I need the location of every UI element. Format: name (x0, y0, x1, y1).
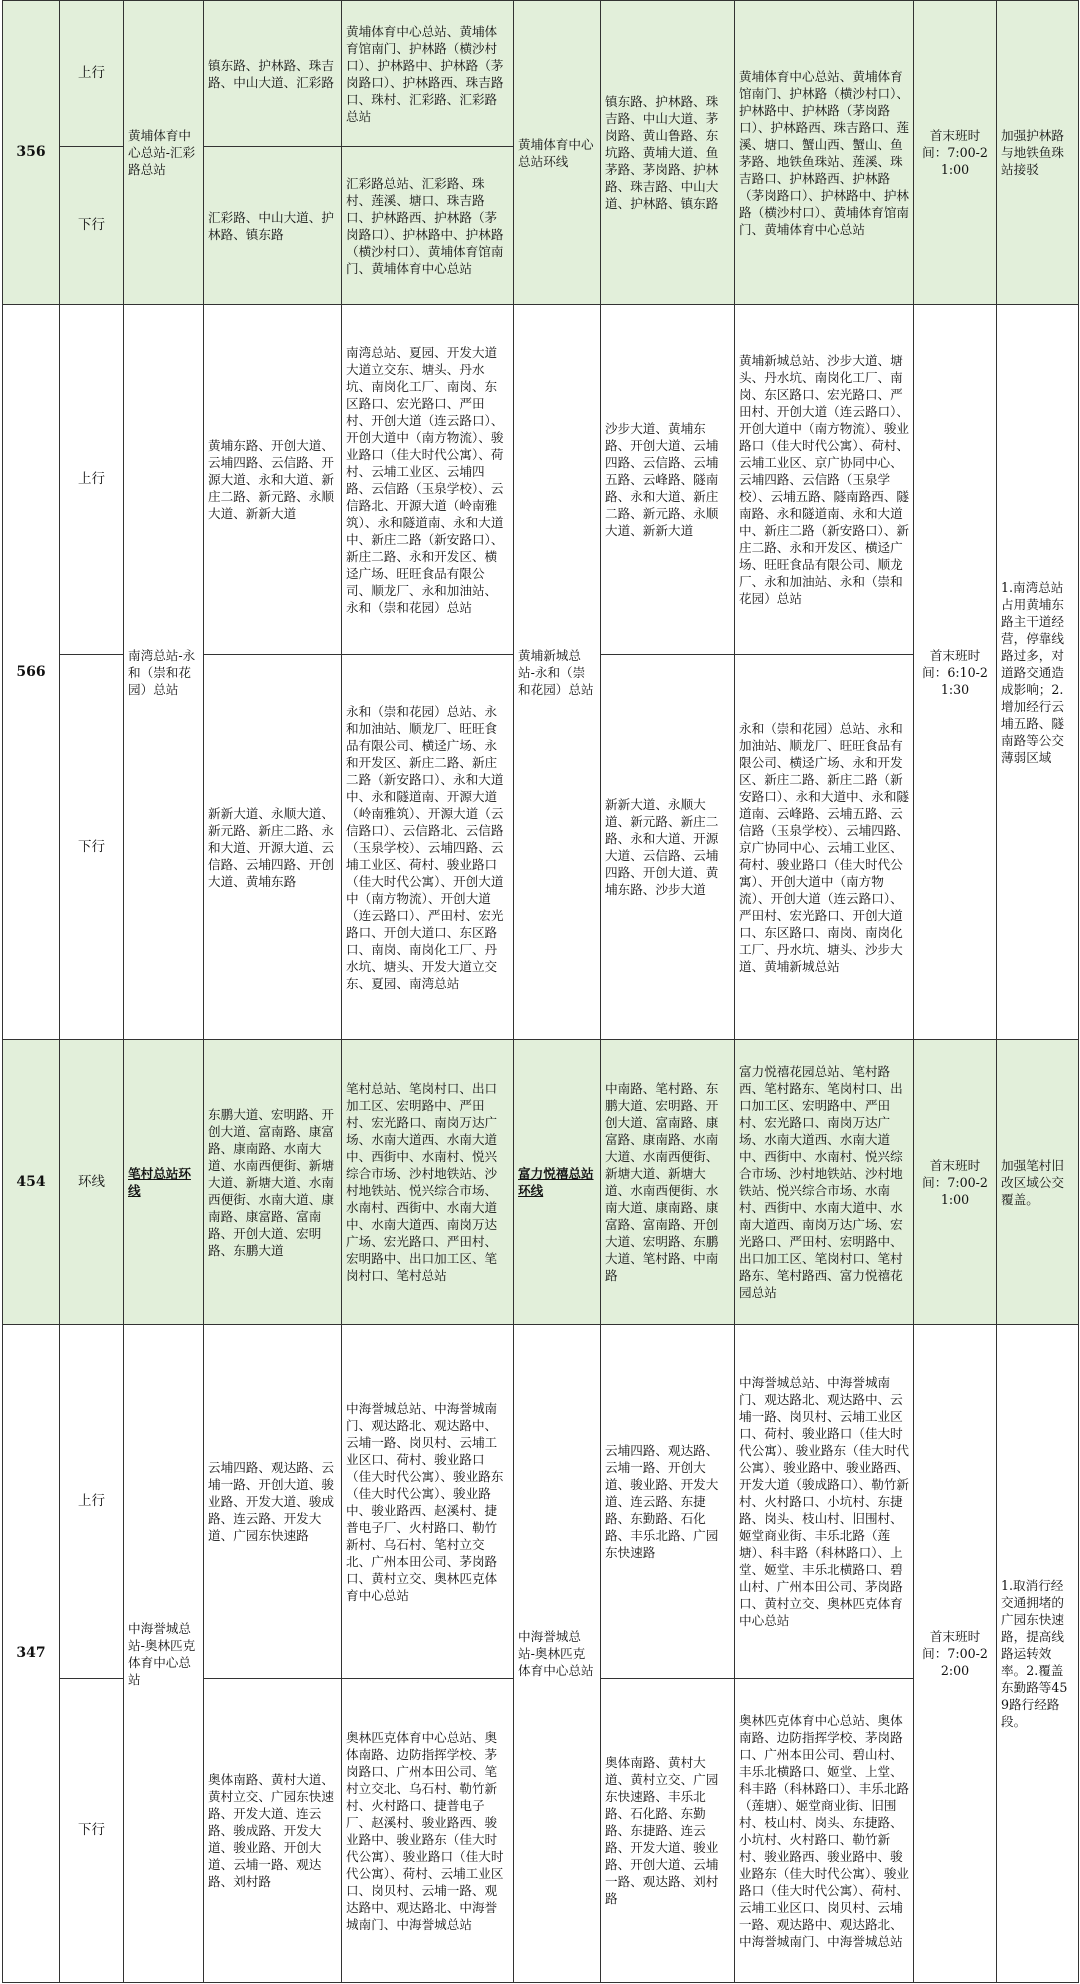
old-main-roads: 云埔四路、观达路、云埔一路、开创大道、骏业路、开发大道、骏成路、连云路、开发大道、广园东快速路 (204, 1325, 342, 1679)
table-row (3, 1040, 1079, 1325)
route-number: 347 (3, 1325, 60, 1983)
new-stops: 黄埔新城总站、沙步大道、塘头、丹水坑、南岗化工厂、南岗、东区路口、宏光路口、严田村、开创大道（连云路口）、开创大道中（南方物流）、骏业路口（佳大时代公寓）、荷村、云埔工业区、京广协同中心、云埔四路、云信路（玉泉学校）、云埔五路、隧南路西、隧南路、永和隧道南、永和大道中、新庄二路（新安路口）、新庄二路、永和开发区、横迳广场、旺旺食品有限公司、顺龙厂、永和加油站、永和（崇和花园）总站 (735, 305, 914, 655)
old-stops: 奥林匹克体育中心总站、奥体南路、边防指挥学校、茅岗路口、广州本田公司、笔村立交北、乌石村、勒竹新村、火村路口、捷普电子厂、赵溪村、骏业路西、骏业路中、骏业路东（佳大时代公寓）、骏业路口（佳大时代公寓）、荷村、云埔工业区口、岗贝村、云埔一路、观达路中、观达路北、中海誉城南门、中海誉城总站 (342, 1679, 514, 1983)
direction-label: 下行 (60, 147, 124, 305)
old-terminals: 中海誉城总站-奥林匹克体育中心总站 (124, 1325, 204, 1983)
old-main-roads: 东鹏大道、宏明路、开创大道、富南路、康富路、康南路、水南大道、水南西便街、新塘大道、新塘大道、水南西便街、水南大道、康南路、康富路、富南路、开创大道、宏明路、东鹏大道 (204, 1040, 342, 1325)
route-adjustment-table (2, 0, 1079, 1983)
adjustment-reason: 1.取消行经交通拥堵的广园东快速路，提高线路运转效率。2.覆盖东勤路等459路行经路段。 (997, 1325, 1079, 1983)
new-stops: 永和（崇和花园）总站、永和加油站、顺龙厂、旺旺食品有限公司、横迳广场、永和开发区、新庄二路、新庄二路（新安路口）、永和大道中、永和隧道南、云峰路、云埔五路、云信路（玉泉学校）、云埔四路、京广协同中心、云埔工业区、荷村、骏业路口（佳大时代公寓）、开创大道中（南方物流）、开创大道（连云路口）、严田村、宏光路口、开创大道口、东区路口、南岗、南岗化工厂、丹水坑、塘头、沙步大道、黄埔新城总站 (735, 655, 914, 1040)
direction-label: 下行 (60, 655, 124, 1040)
service-hours: 首末班时间：7:00-21:00 (914, 1040, 997, 1325)
new-main-roads: 新新大道、永顺大道、新元路、新庄二路、永和大道、开源大道、云信路、云埔四路、开创大道、黄埔东路、沙步大道 (601, 655, 735, 1040)
table-row (3, 1, 1079, 147)
route-number: 356 (3, 1, 60, 305)
new-terminals: 黄埔新城总站-永和（崇和花园）总站 (514, 305, 601, 1040)
old-stops: 汇彩路总站、汇彩路、珠村、莲溪、塘口、珠吉路口、护林路西、护林路（茅岗路口）、护林路中、护林路（横沙村口）、黄埔体育馆南门、黄埔体育中心总站 (342, 147, 514, 305)
old-stops: 中海誉城总站、中海誉城南门、观达路北、观达路中、云埔一路、岗贝村、云埔工业区口、荷村、骏业路口（佳大时代公寓）、骏业路东（佳大时代公寓）、骏业路中、骏业路西、赵溪村、捷普电子厂、火村路口、勒竹新村、乌石村、笔村立交北、广州本田公司、茅岗路口、黄村立交、奥林匹克体育中心总站 (342, 1325, 514, 1679)
new-terminals: 中海誉城总站-奥林匹克体育中心总站 (514, 1325, 601, 1983)
direction-label: 环线 (60, 1040, 124, 1325)
service-hours: 首末班时间：7:00-21:00 (914, 1, 997, 305)
route-number: 566 (3, 305, 60, 1040)
old-main-roads: 黄埔东路、开创大道、云埔四路、云信路、开源大道、永和大道、新庄二路、新元路、永顺大道、新新大道 (204, 305, 342, 655)
old-terminals: 南湾总站-永和（崇和花园）总站 (124, 305, 204, 1040)
direction-label: 上行 (60, 305, 124, 655)
old-stops: 笔村总站、笔岗村口、出口加工区、宏明路中、严田村、宏光路口、南岗万达广场、水南大道西、水南大道中、西街中、水南村、悦兴综合市场、沙村地铁站、沙村地铁站、悦兴综合市场、水南村、西街中、水南大道中、水南大道西、南岗万达广场、宏光路口、严田村、宏明路中、出口加工区、笔岗村口、笔村总站 (342, 1040, 514, 1325)
old-main-roads: 镇东路、护林路、珠吉路、中山大道、汇彩路 (204, 1, 342, 147)
old-main-roads: 新新大道、永顺大道、新元路、新庄二路、永和大道、开源大道、云信路、云埔四路、开创大道、黄埔东路 (204, 655, 342, 1040)
service-hours: 首末班时间：6:10-21:30 (914, 305, 997, 1040)
adjustment-reason: 加强护林路与地铁鱼珠站接驳 (997, 1, 1079, 305)
old-terminals: 黄埔体育中心总站-汇彩路总站 (124, 1, 204, 305)
new-main-roads: 云埔四路、观达路、云埔一路、开创大道、骏业路、开发大道、连云路、东捷路、东勤路、石化路、丰乐北路、广园东快速路 (601, 1325, 735, 1679)
old-stops: 黄埔体育中心总站、黄埔体育馆南门、护林路（横沙村口）、护林路中、护林路（茅岗路口）、护林路西、珠吉路口、珠村、汇彩路、汇彩路总站 (342, 1, 514, 147)
direction-label: 上行 (60, 1325, 124, 1679)
route-number: 454 (3, 1040, 60, 1325)
adjustment-reason: 1.南湾总站占用黄埔东路主干道经营，停靠线路过多，对道路交通造成影响；2.增加经行云埔五路、隧南路等公交薄弱区域 (997, 305, 1079, 1040)
service-hours: 首末班时间：7:00-22:00 (914, 1325, 997, 1983)
new-stops: 黄埔体育中心总站、黄埔体育馆南门、护林路（横沙村口）、护林路中、护林路（茅岗路口）、护林路西、珠吉路口、莲溪、塘口、蟹山西、蟹山、鱼茅路、地铁鱼珠站、莲溪、珠吉路口、护林路西、护林路（茅岗路口）、护林路中、护林路（横沙村口）、黄埔体育馆南门、黄埔体育中心总站 (735, 1, 914, 305)
new-terminals: 黄埔体育中心总站环线 (514, 1, 601, 305)
old-main-roads: 汇彩路、中山大道、护林路、镇东路 (204, 147, 342, 305)
new-terminals: 富力悦禧总站环线 (514, 1040, 601, 1325)
adjustment-reason: 加强笔村旧改区域公交覆盖。 (997, 1040, 1079, 1325)
new-main-roads: 镇东路、护林路、珠吉路、中山大道、茅岗路、黄山鲁路、东坑路、黄埔大道、鱼茅路、茅岗路、护林路、珠吉路、中山大道、护林路、镇东路 (601, 1, 735, 305)
new-stops: 富力悦禧花园总站、笔村路西、笔村路东、笔岗村口、出口加工区、宏明路中、严田村、宏光路口、南岗万达广场、水南大道西、水南大道中、西街中、水南村、悦兴综合市场、沙村地铁站、沙村地铁站、悦兴综合市场、水南村、西街中、水南大道中、水南大道西、南岗万达广场、宏光路口、严田村、宏明路中、出口加工区、笔岗村口、笔村路东、笔村路西、富力悦禧花园总站 (735, 1040, 914, 1325)
old-stops: 南湾总站、夏园、开发大道大道立交东、塘头、丹水坑、南岗化工厂、南岗、东区路口、宏光路口、严田村、开创大道（连云路口）、开创大道中（南方物流）、骏业路口（佳大时代公寓）、荷村、云埔工业区、云埔四路、云信路（玉泉学校）、云信路北、开源大道（岭南雅筑）、永和隧道南、永和大道中、新庄二路（新安路口）、新庄二路、永和开发区、横迳广场、旺旺食品有限公司、顺龙厂、永和加油站、永和（崇和花园）总站 (342, 305, 514, 655)
new-main-roads: 奥体南路、黄村大道、黄村立交、广园东快速路、丰乐北路、石化路、东勤路、东捷路、连云路、开发大道、骏业路、开创大道、云埔一路、观达路、刘村路 (601, 1679, 735, 1983)
direction-label: 下行 (60, 1679, 124, 1983)
old-stops: 永和（崇和花园）总站、永和加油站、顺龙厂、旺旺食品有限公司、横迳广场、永和开发区、新庄二路、新庄二路（新安路口）、永和大道中、永和隧道南、开源大道（岭南雅筑）、开源大道（云信路口）、云信路北、云信路（玉泉学校）、云埔四路、云埔工业区、荷村、骏业路口（佳大时代公寓）、开创大道中（南方物流）、开创大道（连云路口）、严田村、宏光路口、开创大道口、东区路口、南岗、南岗化工厂、丹水坑、塘头、开发大道立交东、夏园、南湾总站 (342, 655, 514, 1040)
table-row (3, 1325, 1079, 1679)
old-terminals: 笔村总站环线 (124, 1040, 204, 1325)
direction-label: 上行 (60, 1, 124, 147)
table-row (3, 305, 1079, 655)
old-main-roads: 奥体南路、黄村大道、黄村立交、广园东快速路、开发大道、连云路、骏成路、开发大道、骏业路、开创大道、云埔一路、观达路、刘村路 (204, 1679, 342, 1983)
new-stops: 中海誉城总站、中海誉城南门、观达路北、观达路中、云埔一路、岗贝村、云埔工业区口、荷村、骏业路口（佳大时代公寓）、骏业路东（佳大时代公寓）、骏业路中、骏业路西、开发大道（骏成路口）、勒竹新村、火村路口、小坑村、东捷路、岗头、枝山村、旧围村、姬堂商业街、丰乐北路（莲塘）、科丰路（科林路口）、上堂、姬堂、丰乐北横路口、碧山村、广州本田公司、茅岗路口、黄村立交、奥林匹克体育中心总站 (735, 1325, 914, 1679)
new-main-roads: 沙步大道、黄埔东路、开创大道、云埔四路、云信路、云埔五路、云峰路、隧南路、永和大道、新庄二路、新元路、永顺大道、新新大道 (601, 305, 735, 655)
new-stops: 奥林匹克体育中心总站、奥体南路、边防指挥学校、茅岗路口、广州本田公司、碧山村、丰乐北横路口、姬堂、上堂、科丰路（科林路口）、丰乐北路（莲塘）、姬堂商业街、旧围村、枝山村、岗头、东捷路、小坑村、火村路口、勒竹新村、骏业路西、骏业路中、骏业路东（佳大时代公寓）、骏业路口（佳大时代公寓）、荷村、云埔工业区口、岗贝村、云埔一路、观达路中、观达路北、中海誉城南门、中海誉城总站 (735, 1679, 914, 1983)
new-main-roads: 中南路、笔村路、东鹏大道、宏明路、开创大道、富南路、康富路、康南路、水南大道、水南西便街、新塘大道、新塘大道、水南西便街、水南大道、康南路、康富路、富南路、开创大道、宏明路、东鹏大道、笔村路、中南路 (601, 1040, 735, 1325)
